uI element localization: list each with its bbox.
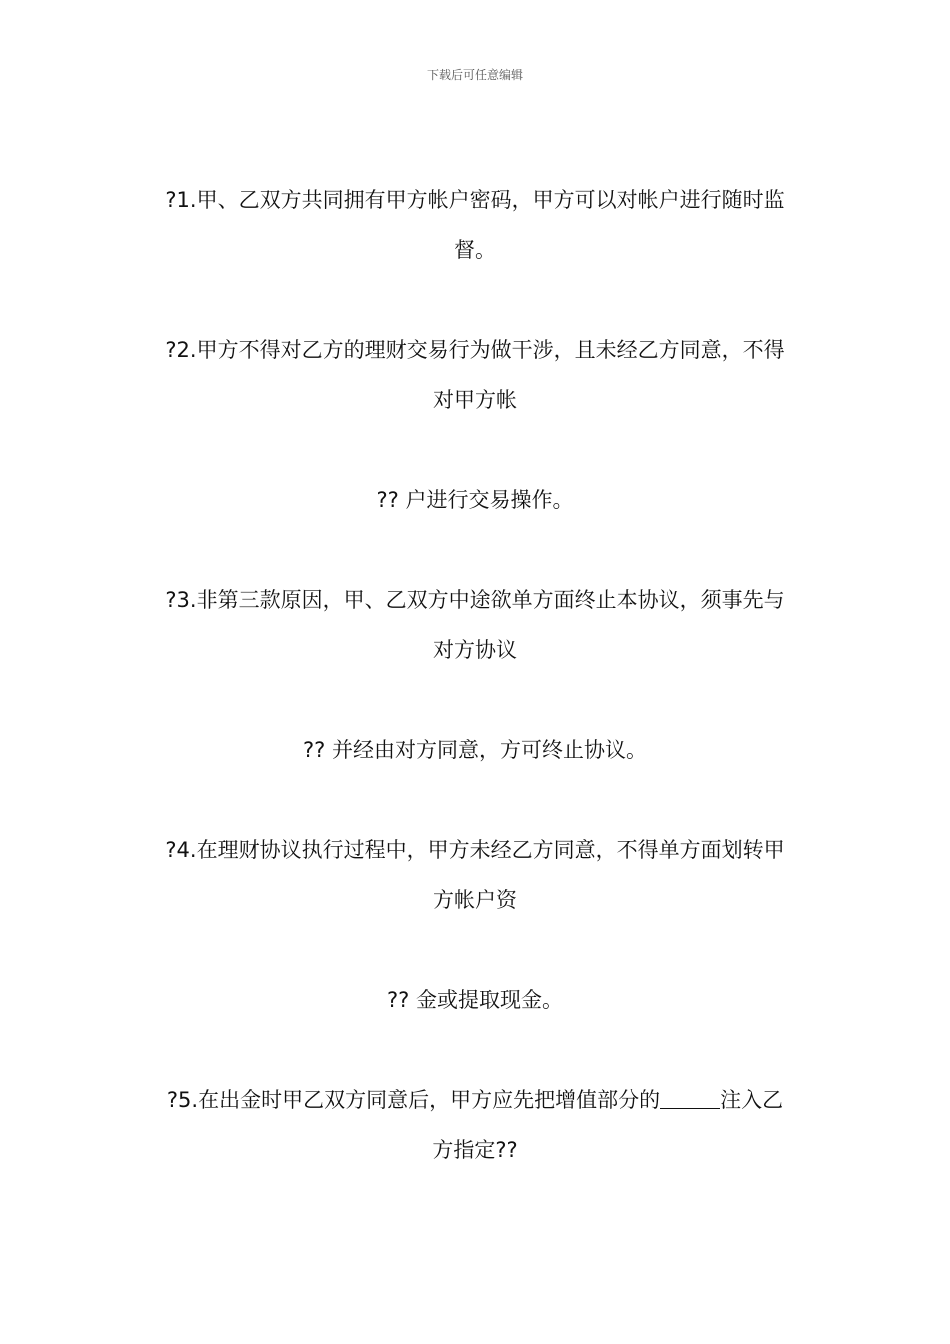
- clause-line: ?? 金或提取现金。: [387, 988, 563, 1012]
- clause-line: 对方协议: [433, 638, 517, 662]
- clause-line: 方帐户资: [433, 888, 517, 912]
- clause-3-continuation: [140, 725, 810, 775]
- clause-4-continuation: [140, 975, 810, 1025]
- clause-2: [140, 325, 810, 425]
- clause-text: 注入乙: [720, 1088, 784, 1112]
- clause-line: ?3.非第三款原因，甲、乙双方中途欲单方面终止本协议，须事先与: [165, 588, 785, 612]
- clause-1: [140, 175, 810, 275]
- document-body: [140, 175, 810, 1225]
- clause-3: [140, 575, 810, 675]
- clause-line: ?2.甲方不得对乙方的理财交易行为做干涉，且未经乙方同意，不得: [165, 338, 785, 362]
- clause-2-continuation: [140, 475, 810, 525]
- page-header: 下载后可任意编辑: [426, 68, 523, 82]
- clause-text: ?5.在出金时甲乙双方同意后，甲方应先把增值部分的: [166, 1088, 661, 1112]
- clause-4: [140, 825, 810, 925]
- clause-5: [140, 1075, 810, 1175]
- clause-line: 督。: [454, 238, 496, 262]
- clause-line: 对甲方帐: [433, 388, 517, 412]
- clause-line: ?1.甲、乙双方共同拥有甲方帐户密码，甲方可以对帐户进行随时监: [165, 188, 785, 212]
- clause-line: ?? 户进行交易操作。: [376, 488, 574, 512]
- clause-line: [140, 1075, 810, 1125]
- clause-line: ?4.在理财协议执行过程中，甲方未经乙方同意，不得单方面划转甲: [165, 838, 785, 862]
- clause-line: ?? 并经由对方同意，方可终止协议。: [303, 738, 647, 762]
- clause-line: 方指定??: [432, 1138, 518, 1162]
- fill-in-blank: [660, 1086, 720, 1109]
